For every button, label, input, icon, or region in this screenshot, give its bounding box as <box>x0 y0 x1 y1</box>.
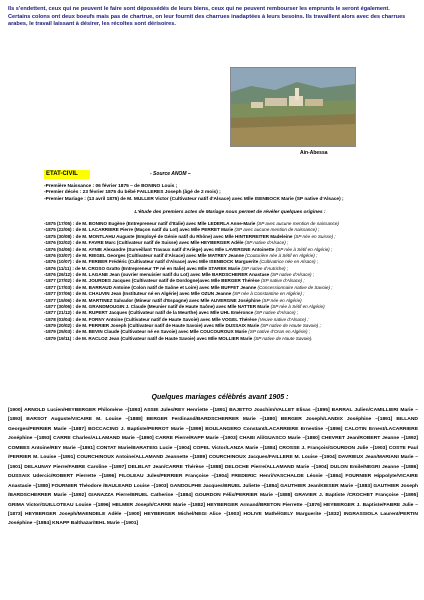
marriage-main: -1875 (17/05) : de M. BONINO Eugène (Entrepreneur natif d'Italie) avec Mlle LEDERLA Anne-Marie <box>44 221 256 226</box>
marriage-main: -1876 (04/06) : de M. AYNIE Alexandre (Surveillant Travaux natif d'Ariège) avec Mlle LAVERGNE Antoinette <box>44 246 275 252</box>
village-photo <box>230 67 356 147</box>
first-marriage: -Premier Mariage : (13 avril 1875) de M. MULLER Victor (Cultivateur natif d'Alsace) avec Mlle ISENBOCK Marie (SP native d'Alsace) ; <box>44 196 344 202</box>
marriage-main: -1877 (21/12) : de M. RUPERT Jacques (Cultivateur natif de la Meurthe) avec Mlle UHL Eméronce <box>44 310 254 316</box>
photo-caption: Ain-Abessa <box>300 150 328 156</box>
marriage-main: -1876 (26/12) : de M. LAGANE Jean (ouvrier menuisier natif du Lot) avec Mlle BARDSCHERER Anastase <box>44 272 270 277</box>
famous-marriages-text: [1900] ARNOLD Lucien/HEYBERGER Philomène –[1893] ASSIE Jules/REY Henriette –[1891] BAJETTO Joachim/VALLET Elisas –[1895] BARRAL Julien/CAMILLIERI Marie –[1893] BARSOT Auguste/VICAIRE M. Louise –[1888] BERGER Ferdinand/BARDSCHERRER Marie –[1880] BERGER Joseph/LANDIX Joséphine –[1891] BILLAND Georges/PERRIER Marie –[1887] BOCCACINO J. Baptiste/PERROT Marie –[1899] BOULANGERO Constant/LACARRIERE Ernestine –[1896] CALOTIN Ernest/LACARRIERE Joséphine –[1893] CARRE Charles/ALLAMAND Marie –[1890] CARRE Pierre/RAPP Marie –[1903] CHABI Ali/GUASCO Marie –[1880] CHEVRET Jean/ROBERT Jeanne –[1892] COMBES Antoine/REY Marie –[1891] CONTAT Marie/BARATEIG Lucie –[1904] COPEL Victor/LANZA Marie –[1884] CROSSE J. François/GOURDON Julie –[1903] COSTE Paul /PERRIER M. Louise –[1891] COURCHINOUX Antoine/ALLAMAND Jeannette –[1889] COURCHINOUX Jacques/FAILLERE M. Louise –[1904] DAVRIEUX Jean/MARIANI Marie –[1901] DELAUNAY Pierre/FABRE Caroline –[1897] DELBLAT Jean/CARRE Thérèse –[1888] DELOCHE Pierre/ALLAMAND Marie –[1904] DULON Emile/NEGRI Jeanne –[1886] DUSSAIX Udercic/ROBERT Pierrette –[1896] FILOLEAU Jules/PERRIER Françoise –[1904] FREDERIC Henri/VASCHALDE Léonie –[1884] FOURNIER Hippolyte/VICAIRE Anastasie –[1880] FOURNIER Théodore /BAULEARD Louise –[1903] GANDOLPHE Jacques/BRUEL Juliette –[1884] GAUTHIER Jean/KIESER Marie –[1883] GAUTHIER Joseph /BARDSCHERRER Marie –[1892] GIANAZZA Pierre/BRUEL Catherine –[1884] GOURDON Félix/PERRIER Marie –[1888] GRAVIER J. Baptiste /CROCHET Françoise –[1895] GRIMA Victor/GUILLOTEAU Louise –[1896] HELMER Joseph/CARRE Marie –[1882] HEYBERGER Armand/BRETON Pierrette –[1876] HEYBERGER J. Baptiste/FABRE Julie –[1873] HEYBERGER Joseph/MAENDELE Adèle –[1900] HEYBERGER Michel/NEGI Alice –[1903] HOLIVE Mathé/GELY Marguerite –[1832] INGRASSIOLA Laurent/PERTIN Joséphine –[1884] KNAPP Balthazar/IEHL Marie –[1901] <box>8 408 418 527</box>
marriage-note: (SP native d'Alsace) ; <box>244 240 289 246</box>
marriage-note: (SP née en Suisse) ; <box>293 233 336 239</box>
marriage-main: -1877 (30/06) : de M. GRANDMOUGIN J. Claude (Meunier natif de Haute Saône) avec Mlle NATTER Marie <box>44 303 270 309</box>
marriage-note: (Cultivatrice née en Alsace) ; <box>259 259 319 265</box>
marriage-list <box>44 221 420 342</box>
marriage-main: -1879 (19/11) : de M. RACLOZ Jean (Cultivateur natif de Haute Savoie) avec Mlle MOLLIER Marie <box>44 335 253 341</box>
marriage-note: (SP née à Constantine en Algérie) ; <box>232 291 305 297</box>
marriage-note: (SP née en Algérie) <box>261 297 302 303</box>
famous-marriages-heading: Quelques mariages célèbrés avant 1905 : <box>151 394 289 401</box>
first-death: -Premier décès : 23 février 1875 du bébé FAILLERES Joseph (âgé de 2 mois) ; <box>44 190 221 196</box>
first-events <box>44 184 414 203</box>
marriage-note: (Veuve native d'Alsace) ; <box>258 316 309 322</box>
marriage-main: -1876 (11/11) : de M. CROSO Gratto (Entrepreneur TP né en Italie) avec Mlle STAREK Marie <box>44 265 241 271</box>
first-birth: -Première Naissance : 06 février 1875 – de BONINO Louis ; <box>44 184 178 189</box>
marriage-note: (Concessionnaire native de Savoie) ; <box>257 284 333 290</box>
marriage-record <box>44 336 420 342</box>
marriage-main: -1875 (22/06) : de M. LACARRIERE Pierre (Maçon natif du Lot) avec Mlle PERRET Marie <box>44 227 234 233</box>
marriage-main: -1876 (03/07) : de M. RIEGEL Georges (Cultivateur natif d'Alsace) avec Mlle MATREY Jeanne <box>44 252 244 258</box>
marriage-note: (Couturière née à Sétif en Algérie) ; <box>245 252 318 258</box>
intro-text <box>8 6 416 29</box>
marriage-note: (SP native d'Alsace) ; <box>254 310 299 316</box>
marriage-main: -1877 (27/02) : de M. JOURDES Jacques (Cultivateur natif de Dordogne)avec Mlle BERGER Thérèse <box>44 278 260 284</box>
marriage-note: (SP native d'Oran en Algérie) ; <box>248 329 311 335</box>
marriage-note: (SP native d'Alsace) ; <box>261 278 305 284</box>
marriage-main: -1877 (07/06) : de M. CHAUVIN Jean (Instituteur né en Algérie) avec Mlle OZUN Jeanne <box>44 291 232 297</box>
marriages-subheading: L'étude des premiers actes de Mariage nous permet de révéler quelques origines : <box>134 210 326 215</box>
marriage-main: -1876 (10/07) : de M. FERBER Frédéric (Cultivateur natif d'Alsace) avec Mlle ISENBOCK Marguerite <box>44 259 259 265</box>
source-label: - Source ANOM – <box>150 171 191 177</box>
intro-paragraph-1: Ils s'endettent, ceux qui ne peuvent le faire sont dépossédés de leurs biens, ceux qui ne peuvent rembourser les emprunts le seront également. <box>8 6 390 12</box>
marriage-main: -1877 (15/06) : de M. MARTINEZ Salvador (Mineur natif d'Espagne) avec Mlle AUVERGNE Joséphine <box>44 297 261 303</box>
marriage-note: (SP avec aucune mention de naissance) <box>256 221 339 226</box>
marriage-note: (SP native de Haute Savoie). <box>253 335 313 341</box>
intro-paragraph-2: Certains colons ont deux boeufs mais pas de chartrue, on leur fournit des charrues inadaptées à leurs besoins. Ils travaillent alors avec des charrues arabes, le travail laissant à désirer, les récoltes sont dérisoires. <box>8 13 406 28</box>
marriage-note: (SP native de Haute Savoie) ; <box>260 323 321 328</box>
marriage-main: -1876 (02/02) : de M. FAVRE Marc (Cultivateur natif de Suisse) avec Mlle HEYBERGER Adèle <box>44 240 244 246</box>
etat-civil-label: ETAT-CIVIL <box>44 170 90 179</box>
marriage-main: -1879 (20/02) : de M. PERRIER Joseph (Cultivateur natif de Haute Savoie) avec Mlle DUSSAIX Marie <box>44 323 260 328</box>
marriage-main: -1877 (17/03) : de M. BARRAUD Antoine (Colon natif de Saône et Loire) avec Mlle BUFFET Jeanne <box>44 284 257 290</box>
marriage-main: -1879 (25/03) : de M. BEVIN Claude (Cultivateur né en Savoie) avec Mlle COUCOUROUX Marie <box>44 329 247 335</box>
marriage-note: (SP native d'Autriche) ; <box>241 265 289 271</box>
marriage-main: -1875 (30/08) : de M. MONTLAHU Auguste (Employé de Génie natif du Rhône) avec Mlle HINTERREITER Madeleine <box>44 233 293 239</box>
marriage-note: (SP née à Sétif en Algérie) <box>270 303 325 309</box>
marriage-main: -1878 (03/04) : de M. FORNY Antoine (Cultivateur natif de Haute Savoie) avec Mlle VOGEL Thérèse <box>44 316 257 322</box>
marriage-note: (SP née à Sétif en Algérie) ; <box>275 246 333 252</box>
marriage-note: (SP native d'Alsace) ; <box>270 272 315 277</box>
marriage-note: (SP avec aucune mention de naissance) ; <box>234 227 320 233</box>
